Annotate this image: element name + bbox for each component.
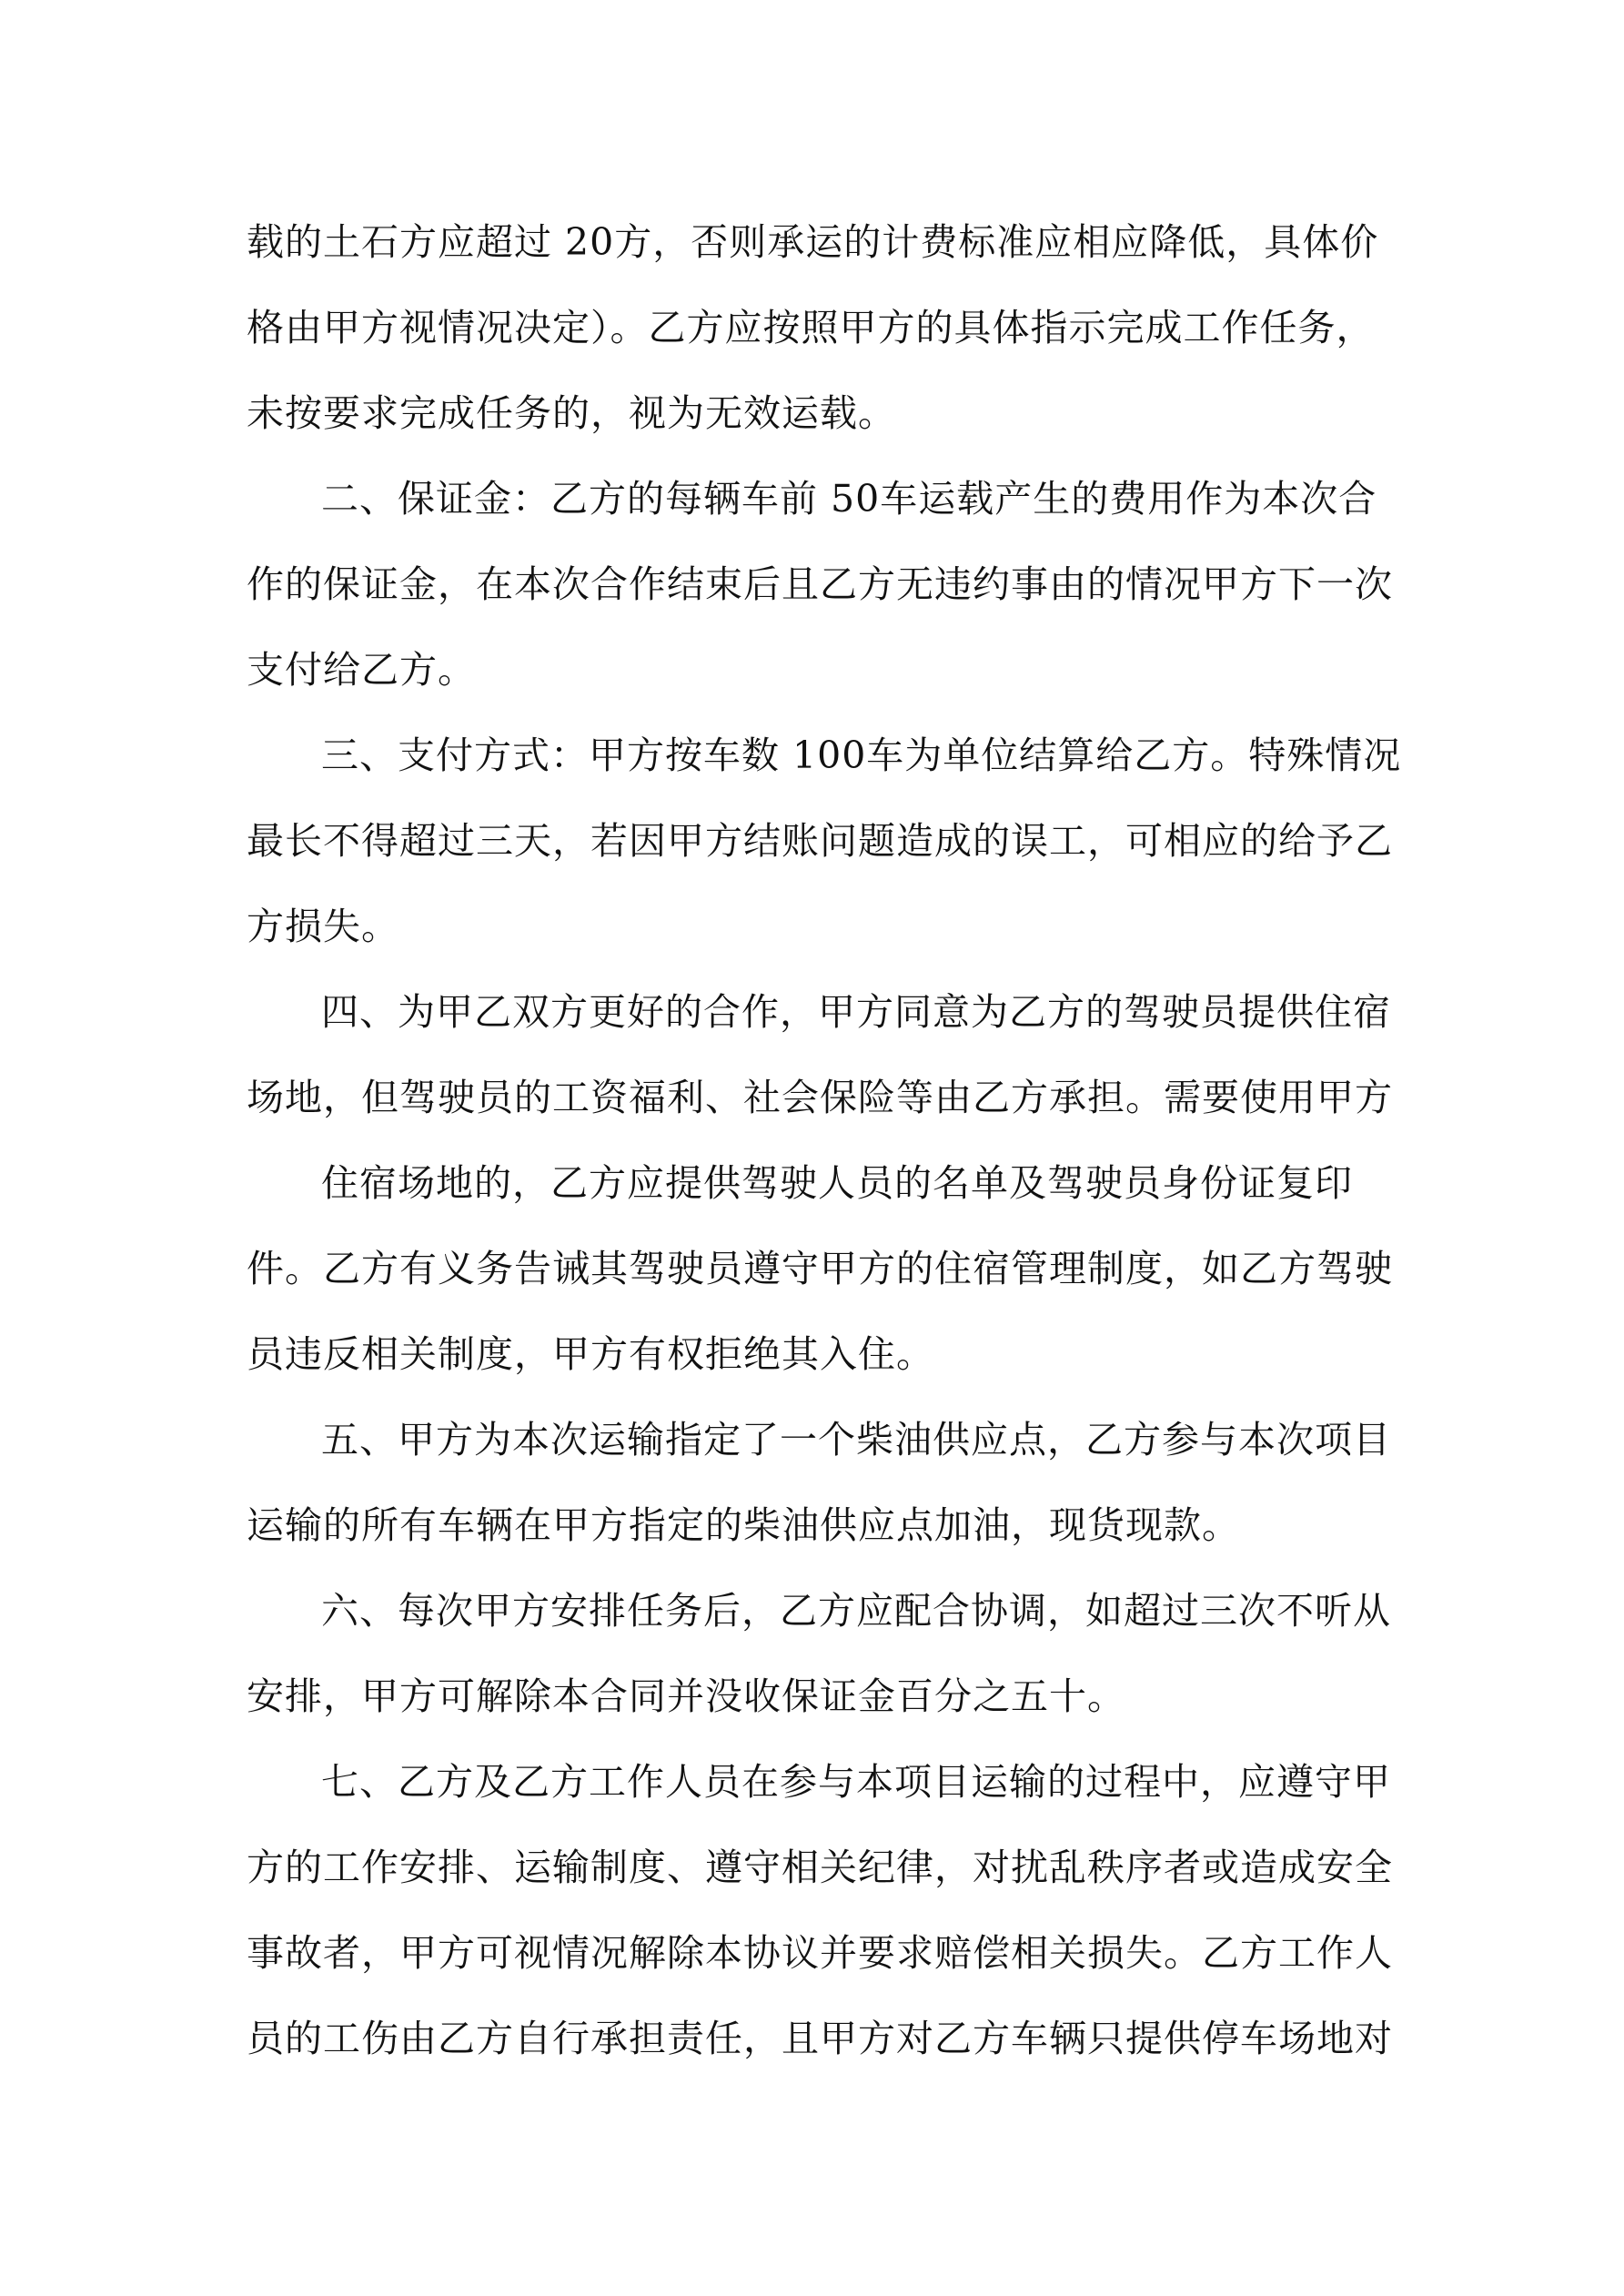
section-4-first-line: 四、为甲乙双方更好的合作，甲方同意为乙方的驾驶员提供住宿 — [321, 990, 1391, 1034]
text-line: 支付给乙方。 — [247, 648, 476, 692]
section-2-first-line: 二、保证金：乙方的每辆车前 50车运载产生的费用作为本次合 — [321, 477, 1377, 521]
text-line: 件。乙方有义务告诫其驾驶员遵守甲方的住宿管理制度，如乙方驾驶 — [247, 1247, 1393, 1290]
text-line: 方损失。 — [247, 905, 399, 948]
text-line: 事故者，甲方可视情况解除本协议并要求赔偿相关损失。乙方工作人 — [247, 1931, 1393, 1975]
section-6-first-line: 六、每次甲方安排任务后，乙方应配合协调，如超过三次不听从 — [321, 1589, 1391, 1633]
text-line: 员违反相关制度，甲方有权拒绝其入住。 — [247, 1332, 934, 1376]
text-line: 安排，甲方可解除本合同并没收保证金百分之五十。 — [247, 1674, 1125, 1718]
text-line: 格由甲方视情况决定）。乙方应按照甲方的具体指示完成工作任务， — [247, 306, 1375, 349]
text-line: 员的工伤由乙方自行承担责任，且甲方对乙方车辆只提供停车场地对 — [247, 2017, 1393, 2060]
text-line: 载的土石方应超过 20方，否则承运的计费标准应相应降低，具体价 — [247, 220, 1379, 264]
section-7-first-line: 七、乙方及乙方工作人员在参与本项目运输的过程中，应遵守甲 — [321, 1760, 1391, 1804]
section-5-first-line: 五、甲方为本次运输指定了一个柴油供应点，乙方参与本次项目 — [321, 1418, 1391, 1462]
text-line: 场地，但驾驶员的工资福利、社会保险等由乙方承担。需要使用甲方 — [247, 1076, 1393, 1119]
text-line: 运输的所有车辆在甲方指定的柴油供应点加油，现货现款。 — [247, 1503, 1240, 1547]
section-3-first-line: 三、支付方式：甲方按车数 100车为单位结算给乙方。特殊情况 — [321, 733, 1402, 777]
text-line: 方的工作安排、运输制度、遵守相关纪律，对扰乱秩序者或造成安全 — [247, 1846, 1393, 1889]
text-line: 作的保证金，在本次合作结束后且乙方无违约事由的情况甲方下一次 — [247, 562, 1393, 606]
text-line-indented: 住宿场地的，乙方应提供驾驶人员的名单及驾驶员身份证复印 — [321, 1161, 1353, 1205]
text-line: 最长不得超过三天，若因甲方结账问题造成的误工，可相应的给予乙 — [247, 819, 1393, 863]
text-line: 未按要求完成任务的，视为无效运载。 — [247, 391, 896, 435]
